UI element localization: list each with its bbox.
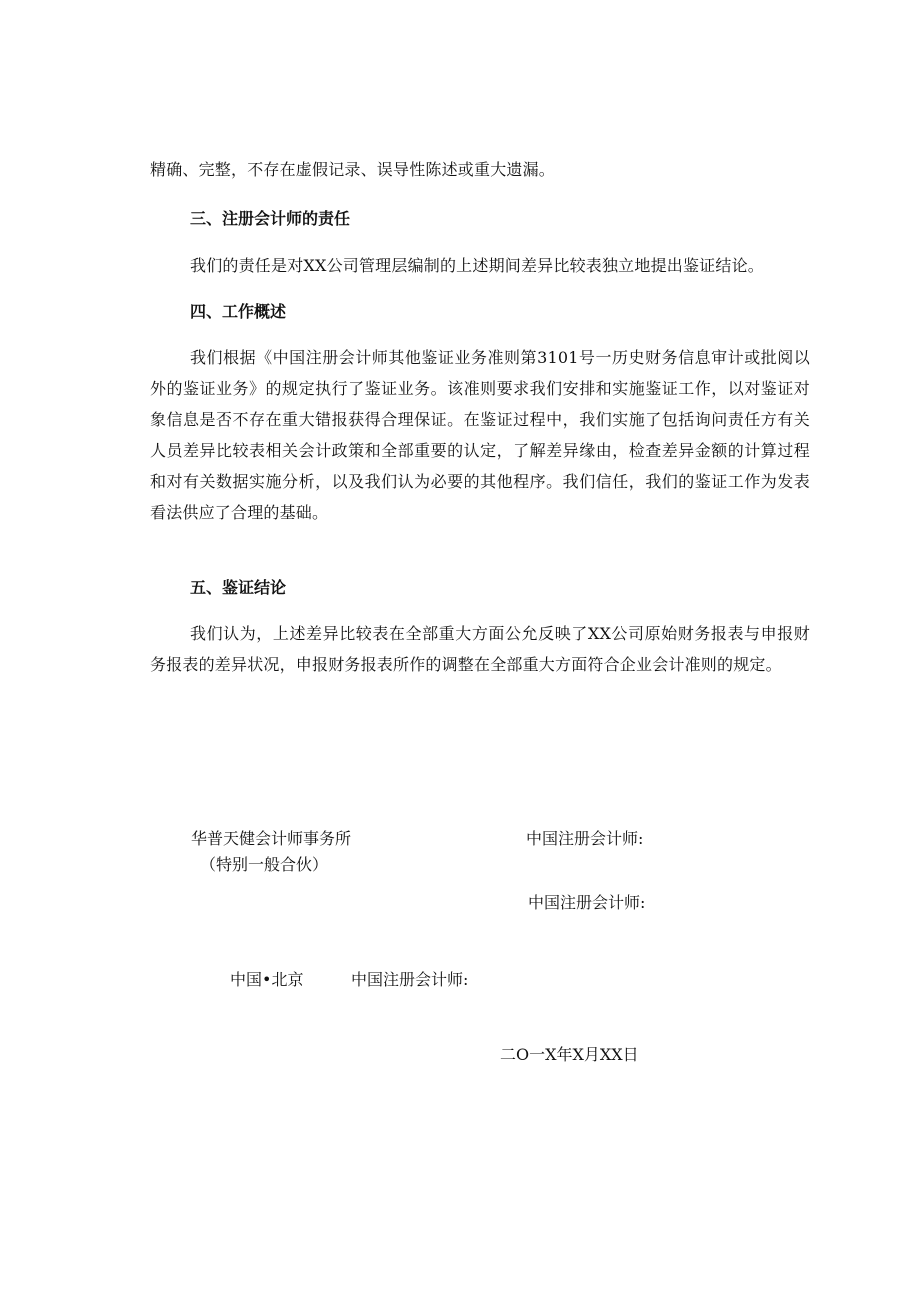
firm-name: 华普天健会计师事务所 — [191, 829, 352, 848]
cpa-signature-label-1: 中国注册会计师: — [526, 829, 644, 848]
section-body-cpa-responsibility: 我们的责任是对XX公司管理层编制的上述期间差异比较表独立地提出鉴证结论。 — [190, 256, 764, 275]
section-body-work-overview: 我们根据《中国注册会计师其他鉴证业务准则第3101号一历史财务信息审计或批阅以外的鉴证业务》的规定执行了鉴证业务。该准则要求我们安排和实施鉴证工作，以对鉴证对象信息是否不存在重大错报获得合理保证。在鉴证过程中，我们实施了包括询问责任方有关人员差异比较表相关会计政策和全部重要的认定，了解差异缘由，检查差异金额的计算过程和对有关数据实施分析，以及我们认为必要的其他程序。我们信任，我们的鉴证工作为发表看法供应了合理的基础。 — [150, 348, 810, 522]
report-date: 二O一X年X月XX日 — [500, 1045, 639, 1064]
firm-type: （特别一般合伙） — [200, 855, 329, 874]
cpa-signature-label-2: 中国注册会计师: — [528, 893, 646, 912]
cpa-signature-label-3: 中国注册会计师: — [351, 970, 469, 989]
section-body-conclusion: 我们认为，上述差异比较表在全部重大方面公允反映了XX公司原始财务报表与申报财务报表的差异状况，申报财务报表所作的调整在全部重大方面符合企业会计准则的规定。 — [150, 624, 810, 674]
section-heading-work-overview: 四、工作概述 — [190, 302, 287, 321]
section-heading-conclusion: 五、鉴证结论 — [190, 578, 287, 597]
continuation-text: 精确、完整，不存在虚假记录、误导性陈述或重大遗漏。 — [150, 160, 556, 179]
section-heading-cpa-responsibility: 三、注册会计师的责任 — [190, 209, 351, 228]
location: 中国•北京 — [230, 970, 304, 989]
